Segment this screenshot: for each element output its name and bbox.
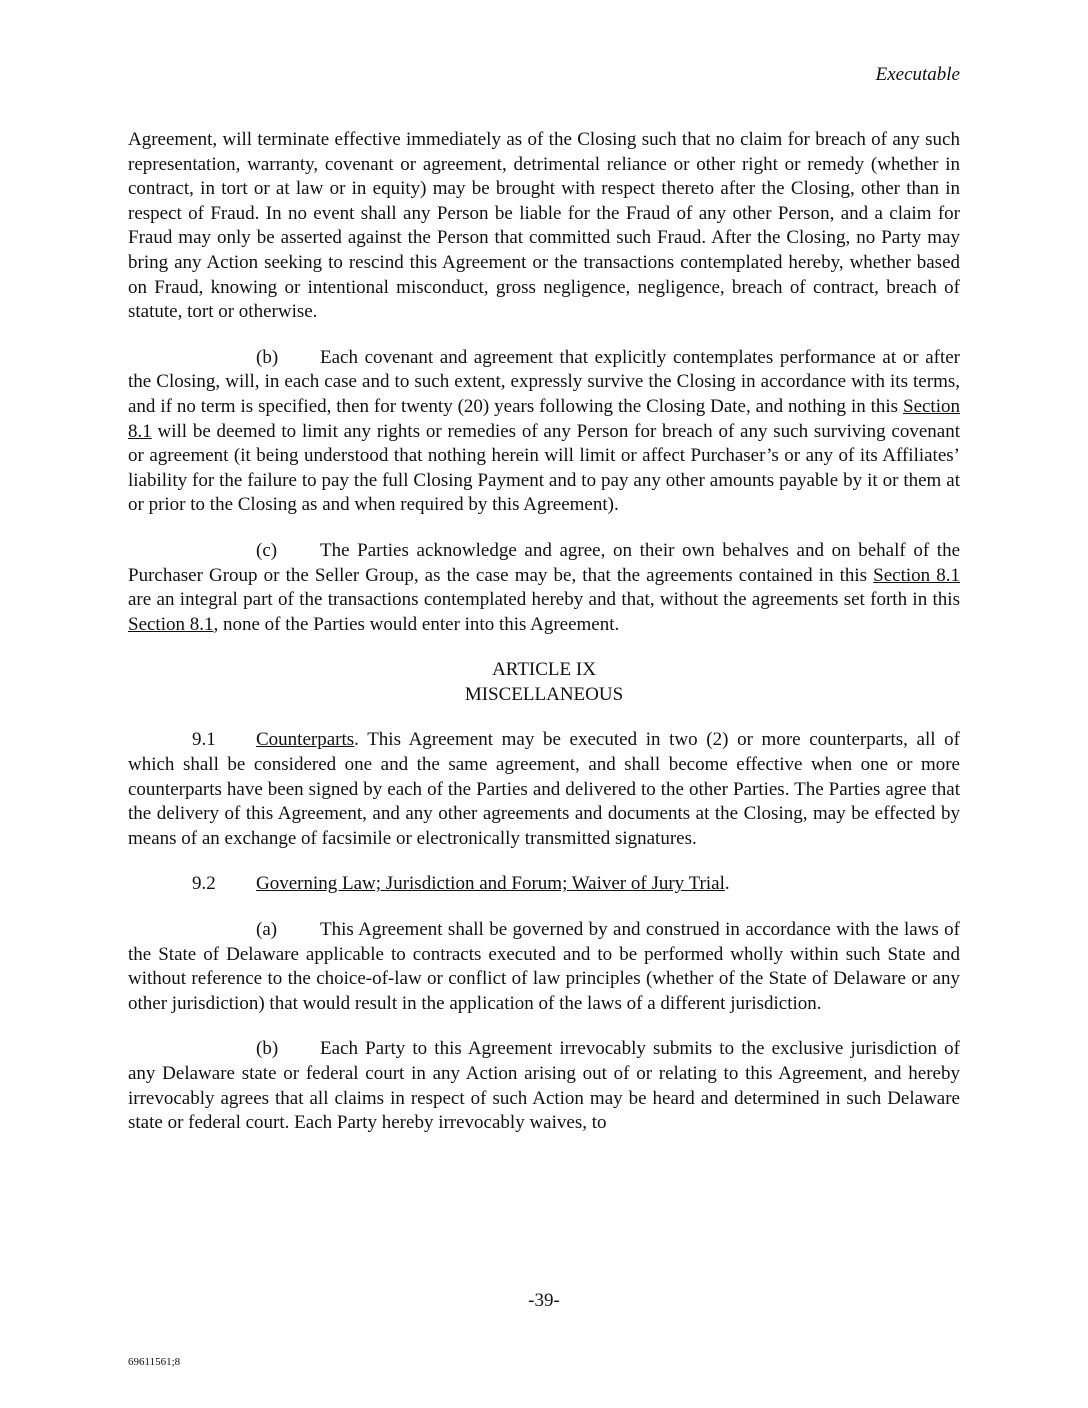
paragraph-text: are an integral part of the transactions contemplated hereby and that, without the agreements set forth in this: [128, 589, 960, 611]
paragraph-text: This Agreement shall be governed by and construed in accordance with the laws of the State of Delaware applicable to contracts executed and to be performed wholly within such State and without reference to the choice-of-law or conflict of law principles (whether of the State of Delaware or any other jurisdiction) that would result in the application of the laws of a different jurisdiction.: [128, 919, 960, 1014]
paragraph-marker: (b): [256, 1038, 279, 1060]
header-label: Executable: [875, 64, 960, 85]
paragraph-marker: (c): [256, 539, 278, 561]
section-heading: Counterparts: [256, 729, 355, 751]
section-number: 9.2: [192, 873, 216, 895]
document-body: [128, 128, 960, 1157]
section-9-2: [128, 872, 960, 897]
section-heading: Governing Law; Jurisdiction and Forum; Waiver of Jury Trial: [256, 873, 725, 895]
paragraph-marker: (a): [256, 919, 278, 941]
section-reference-link[interactable]: Section 8.1: [128, 613, 214, 635]
paragraph-text: Each Party to this Agreement irrevocably submits to the exclusive jurisdiction of any Delaware state or federal court in any Action arising out of or relating to this Agreement, and hereby irrevocably agrees that all claims in respect of such Action may be heard and determined in such Delaware state or federal court. Each Party hereby irrevocably waives, to: [128, 1038, 960, 1134]
document-id: 69611561;8: [128, 1356, 181, 1368]
paragraph-8-1-b: [128, 346, 960, 518]
paragraph-8-1-c: [128, 539, 960, 637]
article-heading: [128, 658, 960, 707]
paragraph-marker: (b): [256, 346, 279, 368]
paragraph-text: The Parties acknowledge and agree, on their own behalves and on behalf of the Purchaser Group or the Seller Group, as the case may be, that the agreements contained in this: [128, 539, 960, 586]
section-text: .: [724, 873, 730, 895]
section-9-2-b: [128, 1037, 960, 1135]
section-9-2-a: [128, 918, 960, 1016]
section-number: 9.1: [192, 729, 216, 751]
section-reference-link[interactable]: Section 8.1: [128, 395, 960, 442]
article-title: MISCELLANEOUS: [464, 683, 624, 705]
paragraph-text: will be deemed to limit any rights or remedies of any Person for breach of any such surviving covenant or agreement (it being understood that nothing herein will limit or affect Purchaser’s or any of its Affiliates’ liability for the failure to pay the full Closing Payment and to pay any other amounts payable by it or them at or prior to the Closing as and when required by this Agreement).: [128, 420, 960, 516]
page-number: -39-: [528, 1290, 560, 1311]
section-text: . This Agreement may be executed in two (2) or more counterparts, all of which shall be considered one and the same agreement, and shall become effective when one or more counterparts have been signed by each of the Parties and delivered to the other Parties. The Parties agree that the delivery of this Agreement, and any other agreements and documents at the Closing, may be effected by means of an exchange of facsimile or electronically transmitted signatures.: [128, 729, 960, 849]
paragraph-text: Each covenant and agreement that explicitly contemplates performance at or after the Closing, will, in each case and to such extent, expressly survive the Closing in accordance with its terms, and if no term is specified, then for twenty (20) years following the Closing Date, and nothing in this: [128, 346, 960, 417]
section-reference-link[interactable]: Section 8.1: [873, 564, 960, 586]
section-9-1: [128, 728, 960, 851]
article-number: ARTICLE IX: [492, 659, 596, 681]
paragraph-text: , none of the Parties would enter into this Agreement.: [213, 613, 620, 635]
paragraph-continued: Agreement, will terminate effective immediately as of the Closing such that no claim for breach of any such representation, warranty, covenant or agreement, detrimental reliance or other right or remedy (whether in contract, in tort or at law or in equity) may be brought with respect thereto after the Closing, other than in respect of Fraud. In no event shall any Person be liable for the Fraud of any other Person, and a claim for Fraud may only be asserted against the Person that committed such Fraud. After the Closing, no Party may bring any Action seeking to rescind this Agreement or the transactions contemplated hereby, whether based on Fraud, knowing or intentional misconduct, gross negligence, negligence, breach of contract, breach of statute, tort or otherwise.: [128, 129, 960, 323]
